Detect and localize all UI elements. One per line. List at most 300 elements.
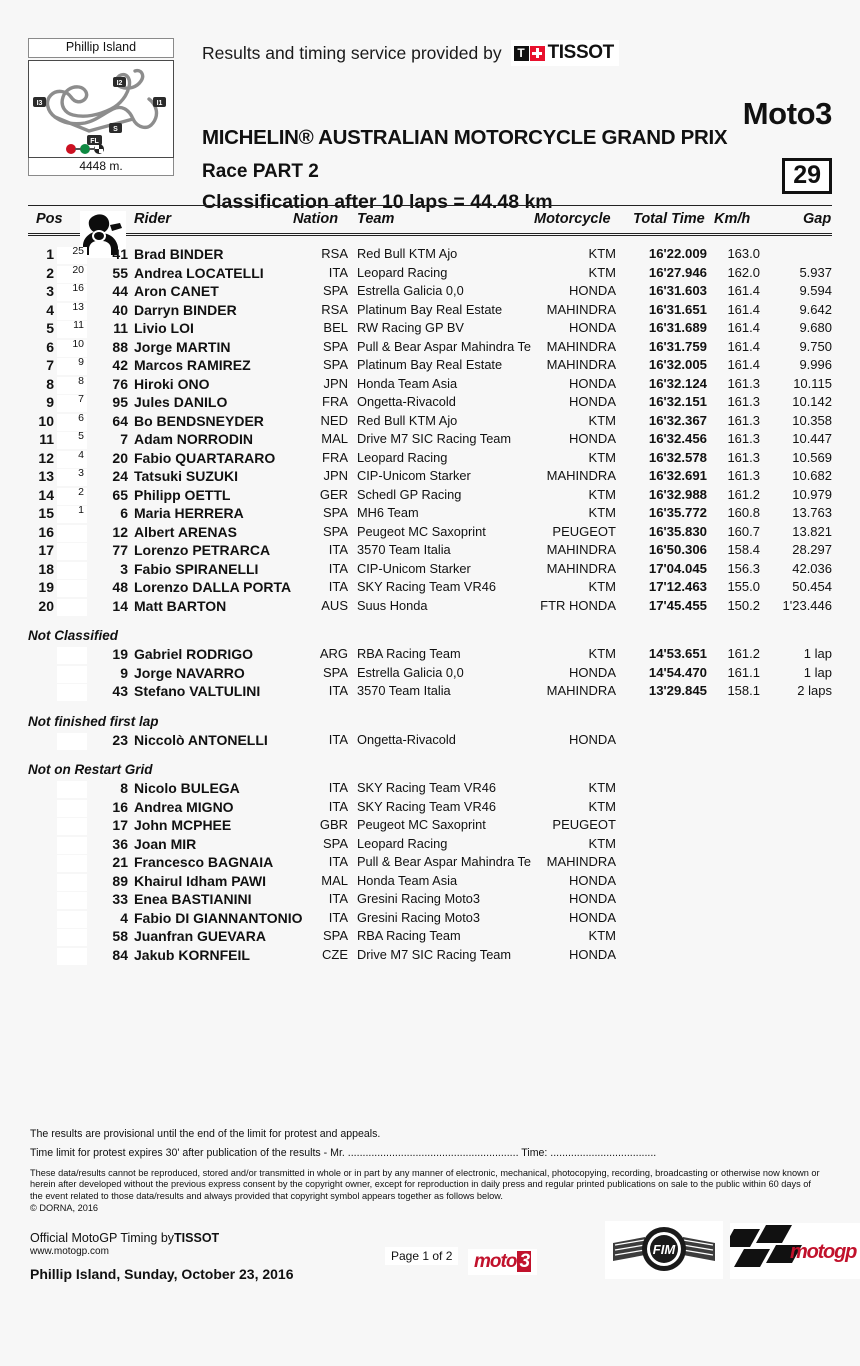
points-cell-background: [57, 733, 87, 750]
cell-position: 13: [38, 468, 54, 484]
cell-points: 11: [73, 319, 84, 331]
cell-position: 7: [46, 357, 54, 373]
cell-position: 16: [38, 523, 54, 540]
table-row: [28, 357, 832, 376]
table-row: [28, 732, 832, 751]
cell-nation: MAL: [321, 872, 348, 888]
cell-total-time: 16'35.830: [648, 523, 707, 539]
cell-nation: SPA: [322, 357, 348, 372]
cell-total-time: 17'04.045: [648, 560, 707, 576]
legal-text: These data/results cannot be reproduced, stored and/or transmitted in whole or in part by any manner of electronic, mechanical, photocopying, recording, broadcasting or otherwise now known or herein after developed without the previous express consent by the copyright owner, except for reproduction in daily press and regular printed publications on sale to the public within 60 days of the event related to those data/results and always provided that copyright symbol appears together as follows below.: [30, 1168, 820, 1201]
table-row: [28, 910, 832, 929]
cell-rider-name: Nicolo BULEGA: [134, 780, 240, 796]
cell-team: SKY Racing Team VR46: [357, 579, 496, 594]
table-row: [28, 646, 832, 665]
table-row: [28, 947, 832, 966]
cell-gap: 13.763: [792, 505, 832, 520]
cell-rider-number: 21: [112, 854, 128, 870]
document-header: [28, 38, 832, 213]
cell-motorcycle: KTM: [588, 264, 616, 280]
table-row: [28, 780, 832, 799]
cell-team: Gresini Racing Moto3: [357, 891, 481, 906]
cell-nation: MAL: [321, 431, 348, 446]
tissot-t-icon: T: [514, 46, 529, 61]
cell-team: Pull & Bear Aspar Mahindra Te: [357, 854, 532, 869]
cell-gap: 10.142: [792, 394, 832, 409]
cell-rider-number: 8: [120, 780, 128, 796]
cell-rider-number: 88: [112, 338, 128, 355]
cell-kmh: 161.4: [727, 338, 760, 354]
cell-total-time: 16'32.691: [648, 468, 707, 483]
cell-nation: JPN: [323, 468, 348, 483]
svg-text:FIM: FIM: [652, 1242, 676, 1257]
cell-team: CIP-Unicom Starker: [357, 560, 471, 576]
cell-nation: RSA: [321, 301, 348, 317]
cell-kmh: 161.2: [727, 646, 760, 661]
cell-position: 11: [39, 431, 54, 447]
section-spacer: [28, 750, 832, 760]
page-number: Page 1 of 2: [385, 1247, 458, 1265]
circuit-name: Phillip Island: [28, 38, 174, 58]
table-row: [28, 561, 832, 580]
header-motorcycle: Motorcycle: [534, 211, 611, 227]
cell-motorcycle: MAHINDRA: [546, 301, 616, 317]
table-top-spacer: [28, 236, 832, 246]
cell-points: 13: [72, 300, 84, 313]
cell-kmh: 160.7: [727, 523, 760, 539]
cell-team: RBA Racing Team: [357, 646, 461, 661]
cell-position: 19: [38, 579, 54, 595]
cell-team: Honda Team Asia: [357, 872, 458, 888]
cell-gap: 10.115: [793, 375, 832, 391]
cell-total-time: 16'31.689: [648, 320, 707, 335]
cell-total-time: 16'31.651: [648, 301, 707, 317]
cell-total-time: 13'29.845: [648, 683, 707, 698]
section-label: Not finished first lap: [28, 713, 159, 729]
results-table: [28, 205, 832, 975]
table-column-headers: [28, 206, 832, 233]
cell-gap: 9.594: [799, 283, 832, 298]
cell-total-time: 16'35.772: [648, 505, 707, 520]
cell-rider-number: 43: [112, 683, 128, 699]
cell-motorcycle: HONDA: [569, 431, 616, 446]
cell-team: RW Racing GP BV: [357, 320, 464, 335]
table-row: [28, 891, 832, 910]
cell-team: RBA Racing Team: [357, 928, 461, 943]
cell-nation: ITA: [328, 579, 348, 594]
table-row: [28, 928, 832, 947]
cell-gap: 9.642: [799, 301, 832, 317]
points-cell-background: [57, 837, 87, 854]
cell-kmh: 161.3: [727, 449, 760, 465]
cell-kmh: 155.0: [727, 579, 760, 594]
table-row: [28, 376, 832, 395]
cell-gap: 42.036: [792, 560, 832, 576]
cell-gap: 28.297: [792, 542, 832, 557]
cell-rider-number: 48: [112, 579, 128, 595]
cell-rider-number: 3: [120, 560, 128, 577]
table-row: [28, 799, 832, 818]
tissot-logo: [511, 40, 619, 66]
cell-position: 8: [46, 375, 54, 392]
cell-kmh: 150.2: [727, 597, 760, 613]
cell-team: SKY Racing Team VR46: [357, 780, 496, 795]
cell-motorcycle: HONDA: [569, 872, 616, 888]
cell-nation: ITA: [328, 264, 348, 280]
cell-team: Schedl GP Racing: [357, 486, 462, 502]
table-row: [28, 283, 832, 302]
cell-rider-name: Niccolò ANTONELLI: [134, 731, 268, 748]
cell-motorcycle: HONDA: [569, 946, 616, 962]
table-row: [28, 836, 832, 855]
table-body: [28, 246, 832, 975]
points-cell-background: [57, 562, 87, 579]
cell-rider-number: 95: [112, 394, 128, 410]
cell-team: 3570 Team Italia: [357, 683, 451, 698]
cell-motorcycle: MAHINDRA: [546, 854, 616, 869]
cell-kmh: 161.2: [727, 486, 760, 502]
cell-total-time: 16'32.151: [648, 394, 707, 409]
cell-rider-name: Andrea MIGNO: [134, 798, 234, 815]
cell-motorcycle: FTR HONDA: [540, 597, 616, 613]
cell-gap: 9.680: [799, 320, 832, 335]
cell-team: Drive M7 SIC Racing Team: [357, 946, 512, 962]
cell-motorcycle: KTM: [588, 835, 616, 851]
cell-team: Estrella Galicia 0,0: [357, 283, 464, 298]
cell-kmh: 160.8: [727, 505, 760, 520]
provisional-notice: The results are provisional until the end of the limit for protest and appeals.: [30, 1128, 381, 1140]
cell-rider-name: Brad BINDER: [134, 246, 224, 262]
cell-motorcycle: MAHINDRA: [546, 542, 616, 557]
points-cell-background: [57, 929, 87, 946]
cell-nation: SPA: [322, 928, 348, 943]
cell-total-time: 16'50.306: [648, 542, 707, 557]
table-row: [28, 320, 832, 339]
cell-position: 5: [46, 320, 54, 336]
fim-logo: [605, 1221, 723, 1279]
cell-motorcycle: KTM: [588, 505, 616, 520]
cell-rider-name: Joan MIR: [134, 835, 197, 852]
table-row: [28, 468, 832, 487]
cell-team: Ongetta-Rivacold: [357, 731, 456, 747]
section-spacer: [28, 702, 832, 712]
circuit-length: 4448 m.: [28, 158, 174, 176]
cell-nation: NED: [320, 412, 348, 428]
cell-total-time: 16'32.367: [648, 412, 707, 428]
section-spacer: [28, 616, 832, 626]
cell-position: 1: [46, 246, 54, 262]
cell-rider-name: Maria HERRERA: [134, 505, 244, 521]
cell-points: 1: [78, 504, 84, 516]
cell-points: 5: [78, 430, 84, 442]
tissot-wordmark: TISSOT: [547, 42, 614, 63]
cell-motorcycle: MAHINDRA: [546, 338, 616, 354]
cell-rider-name: Juanfran GUEVARA: [134, 928, 266, 944]
cell-rider-number: 64: [112, 412, 128, 429]
cell-position: 10: [38, 412, 54, 429]
table-row: [28, 413, 832, 432]
cell-rider-name: Adam NORRODIN: [134, 431, 254, 447]
cell-rider-name: Tatsuki SUZUKI: [134, 468, 238, 484]
protest-notice: Time limit for protest expires 30' after publication of the results - Mr. .......................................................... Time: ....................................: [30, 1147, 657, 1159]
cell-nation: FRA: [322, 449, 348, 465]
cell-rider-number: 33: [112, 891, 128, 907]
table-row: [28, 579, 832, 598]
cell-rider-number: 4: [120, 909, 128, 926]
cell-total-time: 16'22.009: [648, 246, 707, 261]
cell-rider-number: 77: [112, 542, 128, 558]
cell-position: 18: [38, 560, 54, 577]
cell-rider-name: Stefano VALTULINI: [134, 683, 261, 699]
cell-rider-name: Fabio QUARTARARO: [134, 449, 276, 466]
svg-text:FL: FL: [90, 137, 99, 145]
table-row: [28, 487, 832, 506]
cell-motorcycle: HONDA: [569, 320, 616, 335]
cell-rider-number: 36: [112, 835, 128, 852]
motogp-url[interactable]: www.motogp.com: [30, 1246, 109, 1258]
cell-motorcycle: KTM: [588, 928, 616, 943]
cell-points: 25: [72, 245, 84, 257]
cell-position: 9: [46, 394, 54, 410]
cell-total-time: 17'12.463: [648, 579, 707, 594]
cell-kmh: 161.4: [727, 283, 760, 298]
cell-rider-name: Gabriel RODRIGO: [134, 646, 254, 662]
cell-total-time: 16'31.759: [648, 338, 707, 354]
grand-prix-name: MICHELIN® AUSTRALIAN MOTORCYCLE GRAND PRIX: [202, 126, 728, 149]
official-timing-label: Official MotoGP Timing by: [30, 1231, 175, 1246]
cell-team: 3570 Team Italia: [357, 542, 451, 557]
cell-gap: 10.569: [792, 449, 832, 465]
cell-kmh: 158.4: [727, 542, 760, 557]
table-row: [28, 505, 832, 524]
cell-points: 16: [72, 282, 84, 294]
cell-team: Pull & Bear Aspar Mahindra Te: [357, 338, 532, 354]
cell-team: Estrella Galicia 0,0: [357, 664, 464, 680]
cell-nation: ITA: [328, 909, 348, 925]
cell-kmh: 161.4: [727, 357, 760, 372]
points-cell-background: [57, 580, 87, 597]
points-cell-background: [57, 781, 87, 798]
cell-position: 20: [38, 597, 54, 614]
cell-team: Gresini Racing Moto3: [357, 909, 481, 925]
cell-position: 4: [46, 301, 54, 318]
cell-nation: RSA: [321, 246, 348, 261]
cell-rider-number: 17: [112, 817, 128, 833]
cell-gap: 2 laps: [797, 683, 832, 698]
cell-total-time: 16'32.124: [648, 375, 707, 391]
cell-kmh: 161.3: [727, 394, 760, 409]
cell-gap: 5.937: [799, 264, 832, 280]
cell-nation: ITA: [328, 780, 348, 795]
cell-rider-number: 19: [112, 646, 128, 662]
cell-position: 6: [46, 338, 54, 355]
cell-team: Ongetta-Rivacold: [357, 394, 456, 409]
cell-team: Leopard Racing: [357, 835, 448, 851]
cell-team: Red Bull KTM Ajo: [357, 246, 458, 261]
cell-team: Drive M7 SIC Racing Team: [357, 431, 512, 446]
cell-nation: CZE: [322, 946, 348, 962]
cell-rider-name: Bo BENDSNEYDER: [134, 412, 264, 429]
cell-position: 3: [46, 283, 54, 299]
cell-gap: 13.821: [792, 523, 832, 539]
header-gap: Gap: [803, 211, 832, 227]
timing-credit-label: Results and timing service provided by: [202, 42, 502, 63]
cell-position: 15: [38, 505, 54, 521]
cell-kmh: 158.1: [727, 683, 760, 698]
cell-points: 6: [78, 411, 84, 424]
cell-rider-name: Lorenzo PETRARCA: [134, 542, 271, 558]
moto3-logo: moto 3: [468, 1249, 537, 1275]
cell-motorcycle: MAHINDRA: [546, 357, 616, 372]
cell-team: Peugeot MC Saxoprint: [357, 817, 486, 832]
cell-kmh: 161.4: [727, 320, 760, 335]
cell-total-time: 16'32.988: [648, 486, 707, 502]
cell-gap: 1'23.446: [782, 597, 832, 613]
cell-rider-number: 6: [120, 505, 128, 521]
points-cell-background: [57, 892, 87, 909]
cell-rider-number: 65: [112, 486, 128, 503]
cell-points: 9: [78, 356, 84, 368]
cell-nation: SPA: [322, 505, 348, 520]
svg-text:S: S: [113, 125, 118, 133]
cell-position: 2: [46, 264, 54, 281]
cell-motorcycle: KTM: [588, 780, 616, 795]
motogp-logo: [730, 1223, 860, 1279]
cell-team: Platinum Bay Real Estate: [357, 357, 503, 372]
cell-rider-number: 24: [112, 468, 128, 484]
cell-rider-number: 14: [112, 597, 128, 614]
cell-rider-name: Khairul Idham PAWI: [134, 872, 266, 889]
cell-nation: ITA: [328, 891, 348, 906]
cell-nation: SPA: [322, 338, 348, 354]
svg-text:I3: I3: [36, 99, 43, 107]
cell-motorcycle: KTM: [588, 412, 616, 428]
cell-motorcycle: MAHINDRA: [546, 560, 616, 576]
table-row: [28, 683, 832, 702]
venue-date: Phillip Island, Sunday, October 23, 2016: [30, 1266, 294, 1283]
table-row: [28, 542, 832, 561]
cell-total-time: 17'45.455: [648, 597, 707, 613]
cell-motorcycle: KTM: [588, 579, 616, 594]
cell-nation: SPA: [322, 523, 348, 539]
points-cell-background: [57, 855, 87, 872]
cell-kmh: 161.4: [727, 301, 760, 317]
cell-total-time: 16'32.456: [648, 431, 707, 446]
cell-rider-number: 16: [112, 798, 128, 815]
cell-rider-number: 23: [112, 731, 128, 748]
footer-tissot-brand: TISSOT: [174, 1231, 220, 1246]
cell-motorcycle: HONDA: [569, 891, 616, 906]
cell-kmh: 161.3: [727, 468, 760, 483]
cell-motorcycle: KTM: [588, 486, 616, 502]
cell-team: SKY Racing Team VR46: [357, 798, 496, 814]
cell-nation: GER: [319, 486, 348, 502]
cell-total-time: 14'53.651: [648, 646, 707, 661]
cell-rider-name: Philipp OETTL: [134, 486, 231, 503]
cell-team: Peugeot MC Saxoprint: [357, 523, 486, 539]
cell-motorcycle: PEUGEOT: [552, 817, 616, 832]
cell-rider-number: 41: [112, 246, 128, 262]
cell-points: 8: [78, 374, 84, 387]
cell-motorcycle: HONDA: [569, 394, 616, 409]
points-cell-background: [57, 647, 87, 664]
cell-nation: ITA: [328, 560, 348, 576]
cell-rider-name: Enea BASTIANINI: [134, 891, 252, 907]
cell-nation: ITA: [328, 731, 348, 747]
cell-nation: AUS: [321, 597, 348, 613]
cell-nation: ITA: [328, 854, 348, 869]
cell-motorcycle: KTM: [588, 646, 616, 661]
points-cell-background: [57, 874, 87, 891]
cell-gap: 9.750: [799, 338, 832, 354]
cell-gap: 1 lap: [803, 646, 832, 661]
cell-motorcycle: HONDA: [569, 909, 616, 925]
cell-nation: ARG: [319, 646, 348, 661]
points-cell-background: [57, 818, 87, 835]
cell-rider-number: 40: [112, 301, 128, 318]
cell-kmh: 163.0: [727, 246, 760, 261]
cell-rider-name: Lorenzo DALLA PORTA: [134, 579, 292, 595]
cell-rider-number: 58: [112, 928, 128, 944]
cell-gap: 50.454: [792, 579, 832, 594]
cell-gap: 1 lap: [803, 664, 832, 680]
cell-nation: FRA: [322, 394, 348, 409]
cell-points: 20: [72, 263, 84, 276]
cell-total-time: 16'32.578: [648, 449, 707, 465]
classification-line: Classification after 10 laps = 44.48 km: [202, 191, 553, 213]
cell-rider-name: Fabio DI GIANNANTONIO: [134, 909, 303, 926]
cell-motorcycle: KTM: [588, 449, 616, 465]
cell-position: 12: [38, 449, 54, 466]
table-row: [28, 265, 832, 284]
points-cell-background: [57, 948, 87, 965]
cell-kmh: 161.3: [727, 431, 760, 446]
cell-rider-name: Jakub KORNFEIL: [134, 946, 250, 963]
table-row: [28, 598, 832, 617]
cell-rider-number: 84: [112, 946, 128, 963]
cell-rider-name: Jorge NAVARRO: [134, 664, 245, 681]
cell-total-time: 16'32.005: [648, 357, 707, 372]
header-total-time: Total Time: [633, 211, 705, 227]
points-cell-background: [57, 525, 87, 542]
cell-nation: BEL: [323, 320, 348, 335]
cell-rider-name: Darryn BINDER: [134, 301, 237, 318]
section-spacer: [28, 965, 832, 975]
cell-rider-number: 7: [120, 431, 128, 447]
cell-rider-name: Livio LOI: [134, 320, 194, 336]
header-text-block: [188, 38, 832, 213]
points-cell-background: [57, 599, 87, 616]
cell-points: 7: [78, 393, 84, 405]
cell-position: 14: [38, 486, 54, 503]
points-cell-background: [57, 666, 87, 683]
points-cell-background: [57, 543, 87, 560]
cell-kmh: 161.3: [727, 375, 760, 391]
cell-motorcycle: KTM: [588, 246, 616, 261]
cell-team: CIP-Unicom Starker: [357, 468, 471, 483]
section-label: Not on Restart Grid: [28, 762, 153, 777]
table-row: [28, 450, 832, 469]
circuit-layout-icon: [29, 61, 173, 157]
cell-points: 4: [78, 448, 84, 461]
cell-nation: ITA: [328, 683, 348, 698]
cell-team: Platinum Bay Real Estate: [357, 301, 503, 317]
cell-rider-number: 11: [113, 320, 128, 336]
cell-kmh: 156.3: [727, 560, 760, 576]
table-row: [28, 854, 832, 873]
cell-rider-number: 44: [112, 283, 128, 299]
cell-gap: 10.979: [792, 486, 832, 502]
